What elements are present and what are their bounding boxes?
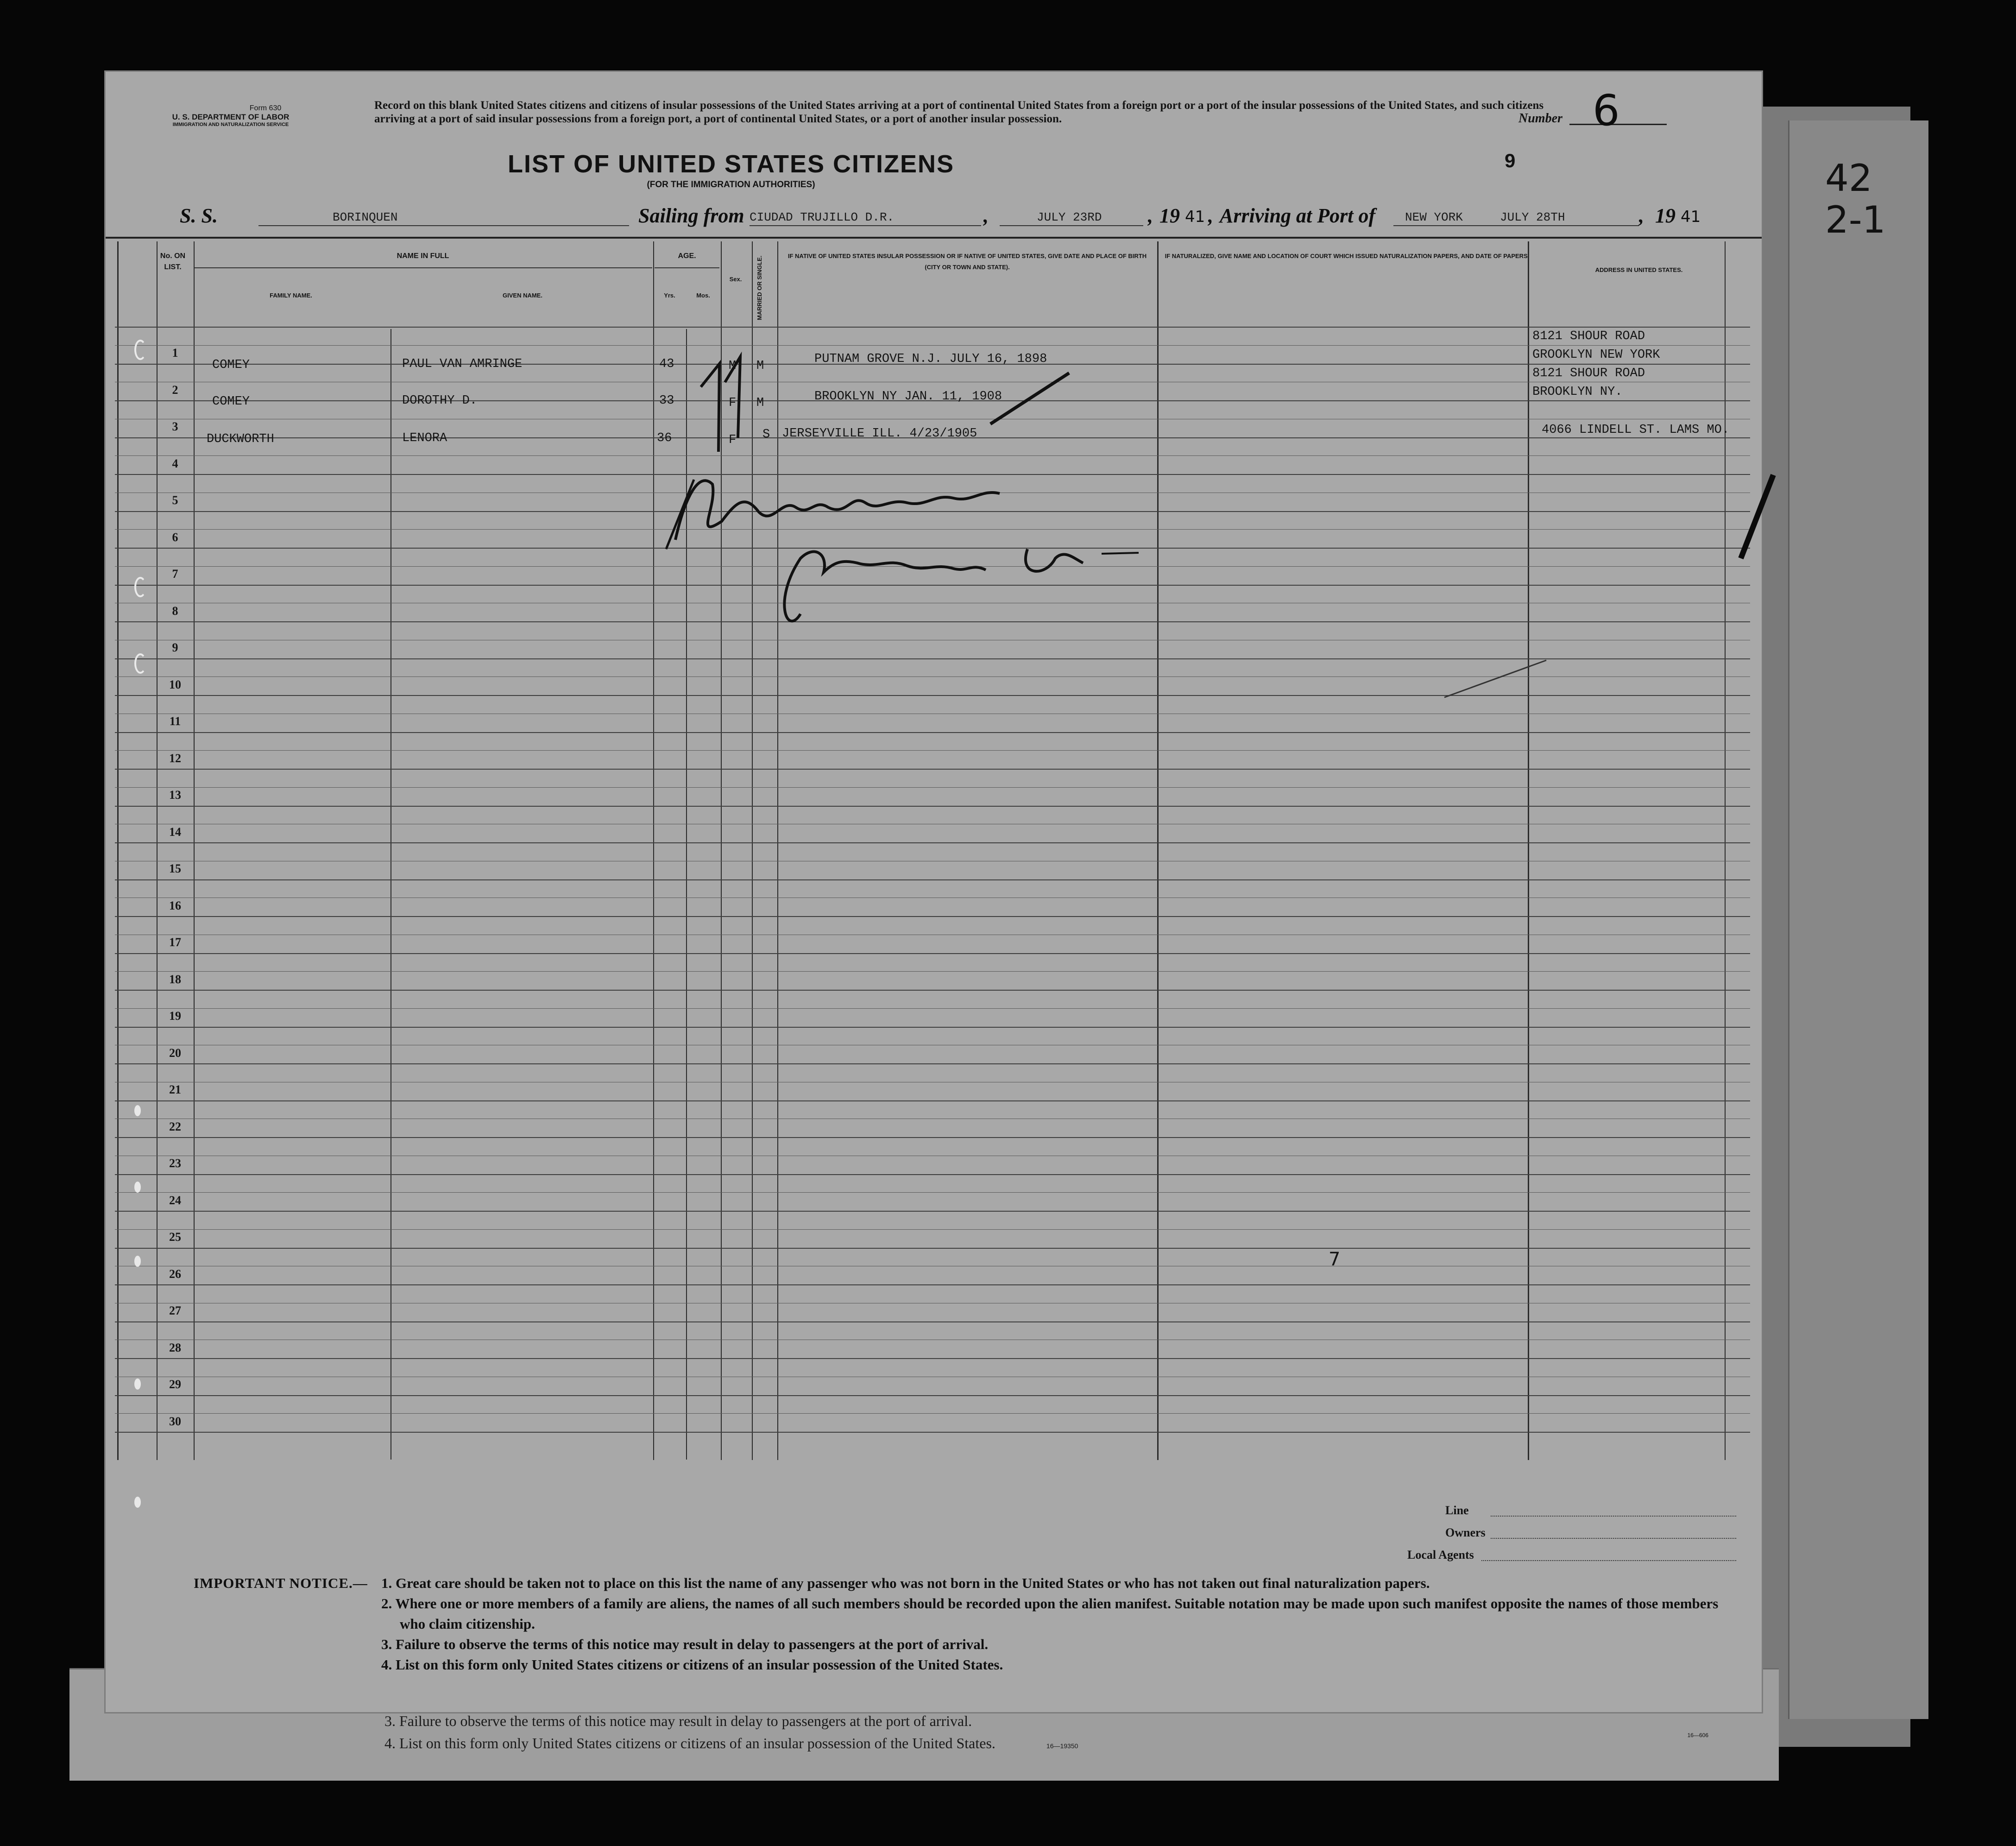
binder-dot-2 bbox=[134, 1182, 141, 1193]
entry-1-given-name: PAUL VAN AMRINGE bbox=[402, 357, 523, 371]
row-number: 8 bbox=[172, 604, 178, 618]
arriving-label: Arriving at Port of bbox=[1220, 204, 1376, 227]
stray-mark: 7 bbox=[1329, 1249, 1341, 1270]
handwritten-signature bbox=[648, 443, 1190, 646]
row-rule bbox=[115, 1008, 1750, 1009]
row-number: 15 bbox=[169, 862, 181, 875]
row-rule bbox=[115, 769, 1750, 770]
back-notice-line-4: 4. List on this form only United States citizens or citizens of an insular possession of the United States. 16—19350 bbox=[384, 1735, 1078, 1751]
page-number: 9 bbox=[1505, 150, 1516, 171]
row-number: 17 bbox=[169, 936, 181, 949]
back-notice-line-3: 3. Failure to observe the terms of this notice may result in delay to passengers at the port of arrival. bbox=[384, 1713, 972, 1729]
row-number: 2 bbox=[172, 383, 178, 397]
header-married-or-single: MARRIED OR SINGLE. bbox=[756, 255, 763, 320]
service: IMMIGRATION AND NATURALIZATION SERVICE bbox=[172, 122, 289, 127]
row-number: 18 bbox=[169, 972, 181, 986]
notice-heading: IMPORTANT NOTICE.— bbox=[194, 1575, 368, 1591]
row-number: 27 bbox=[169, 1304, 181, 1317]
row-number: 30 bbox=[169, 1414, 181, 1428]
header-birth: IF NATIVE OF UNITED STATES INSULAR POSSESSION OR IF NATIVE OF UNITED STATES, GIVE DATE AND PLACE OF BIRTH (CITY OR TOWN AND STATE). bbox=[788, 253, 1147, 271]
binder-dot-3 bbox=[134, 1256, 141, 1267]
entry-1-birth: PUTNAM GROVE N.J. JULY 16, 1898 bbox=[814, 352, 1047, 366]
row-number: 6 bbox=[172, 530, 178, 544]
row-rule bbox=[115, 1358, 1750, 1359]
header-age-mos: Mos. bbox=[696, 292, 710, 299]
row-rule bbox=[115, 345, 1750, 346]
row-rule bbox=[115, 1192, 1750, 1193]
year-prefix-2: 19 bbox=[1655, 204, 1676, 227]
handwritten-check-marks bbox=[692, 331, 752, 461]
row-number: 10 bbox=[169, 677, 181, 691]
handwritten-tick-icon bbox=[986, 368, 1078, 429]
row-number: 16 bbox=[169, 898, 181, 912]
form-tag bbox=[124, 104, 337, 127]
row-rule bbox=[115, 953, 1750, 954]
binder-dot-5 bbox=[134, 1497, 141, 1508]
entry-1-address-2: GROOKLYN NEW YORK bbox=[1532, 348, 1660, 362]
ss-label: S. S. bbox=[180, 204, 218, 227]
signature-block bbox=[1338, 1504, 1736, 1570]
page-title: LIST OF UNITED STATES CITIZENS bbox=[508, 150, 954, 178]
row-number: 14 bbox=[169, 825, 181, 839]
row-number: 12 bbox=[169, 751, 181, 765]
department: U. S. DEPARTMENT OF LABOR bbox=[172, 113, 290, 121]
entry-2-given-name: DOROTHY D. bbox=[402, 394, 478, 408]
line-label: Line bbox=[1445, 1504, 1469, 1517]
row-number: 9 bbox=[172, 641, 178, 654]
row-rule bbox=[115, 1137, 1750, 1138]
notice-item-2: 2. Where one or more members of a family are aliens, the names of all such members should be recorded upon the alien manifest. Suitable notation may be made upon such manifest opposite the names of those members who claim citizenship. bbox=[381, 1595, 1719, 1632]
row-number: 26 bbox=[169, 1267, 181, 1281]
arrival-date: JULY 28TH bbox=[1500, 210, 1565, 224]
entry-2-address-1: 8121 SHOUR ROAD bbox=[1532, 367, 1645, 380]
entry-3-sex: F bbox=[729, 433, 737, 447]
header-given-name: GIVEN NAME. bbox=[503, 292, 542, 299]
row-rule bbox=[115, 1413, 1750, 1414]
row-number: 19 bbox=[169, 1009, 181, 1023]
year-2: 41 bbox=[1681, 208, 1701, 226]
entry-3-address-1: 4066 LINDELL ST. LAMS MO. bbox=[1542, 423, 1730, 437]
manifest-sheet bbox=[106, 72, 1762, 1739]
entry-1-sex: M bbox=[729, 359, 737, 373]
row-rule bbox=[115, 732, 1750, 733]
row-number: 5 bbox=[172, 493, 178, 507]
notice-item-3: 3. Failure to observe the terms of this notice may result in delay to passengers at the port of arrival. bbox=[381, 1636, 989, 1652]
row-rule bbox=[115, 1174, 1750, 1175]
entry-2-age: 33 bbox=[659, 394, 674, 408]
entry-2-address-2: BROOKLYN NY. bbox=[1532, 385, 1623, 399]
ship-name: BORINQUEN bbox=[333, 210, 398, 224]
number-value: 6 bbox=[1593, 86, 1620, 135]
row-number: 23 bbox=[169, 1157, 181, 1170]
row-rule bbox=[115, 1395, 1750, 1396]
row-rule bbox=[115, 327, 1750, 328]
margin-slash bbox=[1732, 470, 1787, 563]
local-agents-label: Local Agents bbox=[1407, 1548, 1474, 1562]
binder-dot-1 bbox=[134, 1105, 141, 1116]
notice-item-4: 4. List on this form only United States citizens or citizens of an insular possession of the United States. bbox=[381, 1656, 1003, 1673]
notice-item-1: 1. Great care should be taken not to place on this list the name of any passenger who was not born in the United States or who has not taken out final naturalization papers. bbox=[381, 1575, 1430, 1591]
form-number: Form 630 bbox=[249, 104, 282, 112]
sailing-from-label: Sailing from bbox=[638, 204, 744, 227]
sailing-from: CIUDAD TRUJILLO D.R. bbox=[750, 210, 895, 224]
row-number: 28 bbox=[169, 1340, 181, 1354]
row-rule bbox=[115, 1321, 1750, 1322]
binder-dot-4 bbox=[134, 1378, 141, 1390]
entry-2-family-name: COMEY bbox=[212, 395, 250, 409]
arrival-port: NEW YORK bbox=[1405, 210, 1463, 224]
pencil-mark bbox=[1440, 656, 1556, 702]
header-address: ADDRESS IN UNITED STATES. bbox=[1595, 266, 1683, 273]
entry-2-sex: F bbox=[729, 396, 737, 410]
row-rule bbox=[115, 750, 1750, 751]
row-rule bbox=[115, 990, 1750, 991]
entry-1-marital: M bbox=[756, 359, 764, 373]
header-no-on-list: No. ON LIST. bbox=[160, 252, 186, 271]
row-rule bbox=[115, 1027, 1750, 1028]
back-sheet-right-2 bbox=[1788, 120, 1928, 1719]
entry-3-age: 36 bbox=[657, 431, 672, 445]
row-rule bbox=[115, 879, 1750, 880]
row-rule bbox=[115, 806, 1750, 807]
year-1: 41 bbox=[1185, 208, 1205, 226]
row-number: 7 bbox=[172, 567, 178, 581]
row-rule bbox=[115, 1432, 1750, 1433]
row-rule bbox=[115, 1229, 1750, 1230]
entry-3-given-name: LENORA bbox=[402, 431, 447, 445]
row-rule bbox=[115, 916, 1750, 917]
back-sheet-notice bbox=[384, 1710, 1078, 1757]
row-rule bbox=[115, 1063, 1750, 1064]
entry-1-address-1: 8121 SHOUR ROAD bbox=[1532, 329, 1645, 343]
number-label: Number bbox=[1518, 111, 1562, 126]
binder-hole-2 bbox=[134, 577, 146, 597]
row-number: 21 bbox=[169, 1083, 181, 1096]
entry-1-family-name: COMEY bbox=[212, 358, 250, 372]
row-number: 22 bbox=[169, 1119, 181, 1133]
row-number: 1 bbox=[172, 346, 178, 360]
header-family-name: FAMILY NAME. bbox=[270, 292, 312, 299]
row-rule bbox=[115, 1284, 1750, 1285]
row-number: 4 bbox=[172, 456, 178, 470]
entry-3-family-name: DUCKWORTH bbox=[207, 432, 274, 446]
header-sex: Sex. bbox=[729, 276, 742, 283]
row-rule bbox=[115, 971, 1750, 972]
binder-hole-1 bbox=[134, 340, 146, 360]
notice-form-code: 16—606 bbox=[1687, 1732, 1708, 1739]
row-number: 29 bbox=[169, 1378, 181, 1391]
row-rule bbox=[115, 842, 1750, 843]
sailing-date: JULY 23RD bbox=[1037, 210, 1102, 224]
binder-hole-3 bbox=[134, 653, 146, 674]
header-name-in-full: NAME IN FULL bbox=[397, 252, 449, 260]
row-number: 20 bbox=[169, 1046, 181, 1060]
year-prefix-1: 19 bbox=[1159, 204, 1180, 227]
row-number: 13 bbox=[169, 788, 181, 802]
row-rule bbox=[115, 1100, 1750, 1101]
row-rule bbox=[115, 1211, 1750, 1212]
entry-2-marital: M bbox=[756, 396, 764, 410]
row-number: 25 bbox=[169, 1230, 181, 1244]
entry-2-birth: BROOKLYN NY JAN. 11, 1908 bbox=[814, 390, 1002, 404]
header-naturalized: IF NATURALIZED, GIVE NAME AND LOCATION OF COURT WHICH ISSUED NATURALIZATION PAPERS, AND DATE OF PAPERS. bbox=[1165, 253, 1530, 259]
entry-3-marital: S bbox=[762, 428, 770, 442]
page-subtitle: (FOR THE IMMIGRATION AUTHORITIES) bbox=[647, 180, 815, 190]
row-number: 24 bbox=[169, 1193, 181, 1207]
header-age-yrs: Yrs. bbox=[664, 292, 675, 299]
top-rule bbox=[106, 237, 1762, 239]
entry-3-birth: JERSEYVILLE ILL. 4/23/1905 bbox=[782, 427, 977, 441]
record-instructions: Record on this blank United States citizens and citizens of insular possessions of the United States arriving at a port of continental United States from a foreign port or a port of the insular possessions of the United States, and such citizens arriving at a port of said insular possessions from a foreign port, a port of continental United States, or a port of another insular possession. bbox=[374, 99, 1544, 125]
row-number: 11 bbox=[169, 714, 181, 728]
sailing-line: S. S. BORINQUEN Sailing from CIUDAD TRUJILLO D.R. , JULY 23RD , 19 41 , Arriving at Port of NEW YORK JULY 28TH , 19 41 bbox=[180, 204, 1701, 227]
row-number: 3 bbox=[172, 420, 178, 433]
entry-1-age: 43 bbox=[659, 357, 674, 371]
row-rule bbox=[115, 787, 1750, 788]
owners-label: Owners bbox=[1445, 1526, 1486, 1539]
header-age: AGE. bbox=[678, 252, 696, 260]
margin-marks: 42 2-1 bbox=[1825, 157, 1886, 241]
row-rule bbox=[115, 1248, 1750, 1249]
